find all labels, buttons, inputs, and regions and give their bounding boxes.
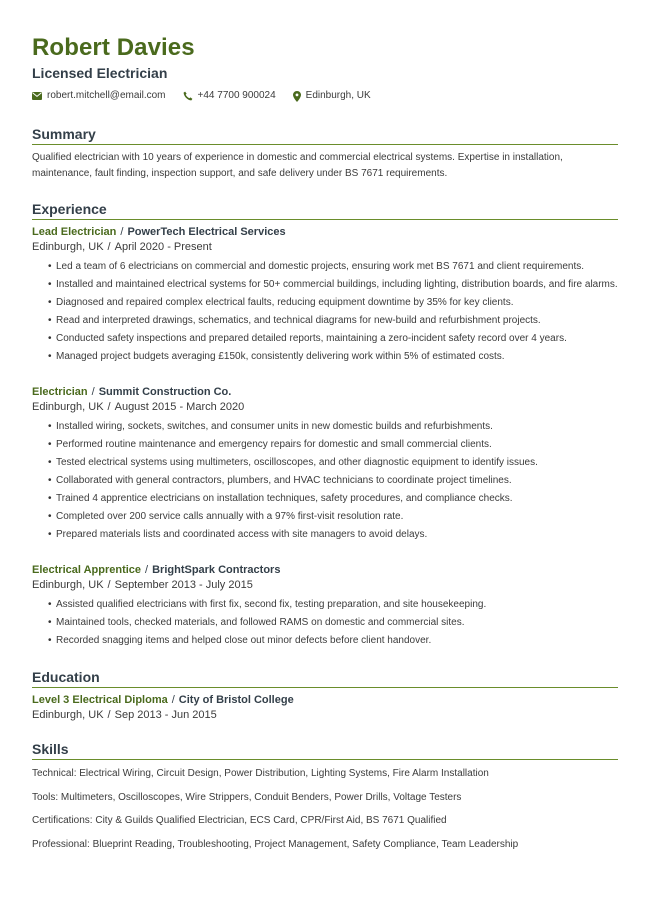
job-dates: April 2020 - Present xyxy=(114,241,212,253)
job-bullets xyxy=(48,597,618,648)
job-bullet: • Read and interpreted drawings, schematics, and technical diagrams for new-build and refurbishment projects. xyxy=(48,313,618,328)
summary-text: Qualified electrician with 10 years of experience in domestic and commercial electrical systems. Expertise in installation, maintenance, fault finding, inspection support, and safe delivery under BS 7671 requirements. xyxy=(32,152,563,179)
skill-row: Tools: Multimeters, Oscilloscopes, Wire Strippers, Conduit Benders, Power Drills, Voltage Testers xyxy=(32,791,462,803)
job-entry xyxy=(32,384,618,542)
job-company: PowerTech Electrical Services xyxy=(127,226,286,238)
candidate-title: Licensed Electrician xyxy=(32,65,168,81)
job-title: Lead Electrician xyxy=(32,226,117,238)
job-entry xyxy=(32,562,618,648)
job-heading: Electrical Apprentice / BrightSpark Contractors xyxy=(32,564,281,576)
job-bullet: • Assisted qualified electricians with first fix, second fix, testing preparation, and site housekeeping. xyxy=(48,597,618,612)
job-bullet: • Prepared materials lists and coordinated access with site managers to avoid delays. xyxy=(48,527,618,542)
phone-icon xyxy=(183,91,193,101)
job-meta: Edinburgh, UK / September 2013 - July 2015 xyxy=(32,579,253,591)
education-heading: Level 3 Electrical Diploma / City of Bristol College xyxy=(32,694,294,706)
job-bullet: • Installed and maintained electrical systems for 50+ commercial buildings, including lighting, distribution boards, and fire alarms. xyxy=(48,277,618,292)
section-heading-experience: Experience xyxy=(32,200,618,220)
job-bullet: • Tested electrical systems using multimeters, oscilloscopes, and other diagnostic equipment to identify issues. xyxy=(48,455,618,470)
contact-phone[interactable] xyxy=(183,89,276,103)
experience-section xyxy=(32,200,618,648)
location-pin-icon xyxy=(293,91,301,102)
skills-list xyxy=(32,766,618,852)
education-entry xyxy=(32,692,618,723)
job-title: Electrician xyxy=(32,386,88,398)
job-bullets xyxy=(48,419,618,542)
education-location: Edinburgh, UK xyxy=(32,709,104,721)
job-bullet: • Led a team of 6 electricians on commercial and domestic projects, ensuring work met BS 7671 and client requirements. xyxy=(48,259,618,274)
location-text: Edinburgh, UK xyxy=(305,90,371,101)
job-bullets xyxy=(48,259,618,364)
job-location: Edinburgh, UK xyxy=(32,241,104,253)
job-location: Edinburgh, UK xyxy=(32,401,104,413)
email-icon xyxy=(32,92,42,100)
job-bullet: • Completed over 200 service calls annually with a 97% first-visit resolution rate. xyxy=(48,509,618,524)
phone-text: +44 7700 900024 xyxy=(197,90,276,101)
job-bullet: • Performed routine maintenance and emergency repairs for domestic and small commercial clients. xyxy=(48,437,618,452)
skill-row: Professional: Blueprint Reading, Troubleshooting, Project Management, Safety Compliance, Team Leadership xyxy=(32,838,519,850)
email-text: robert.mitchell@email.com xyxy=(47,90,166,101)
job-entry xyxy=(32,224,618,364)
education-school: City of Bristol College xyxy=(178,694,294,706)
skills-section xyxy=(32,740,618,852)
education-dates: Sep 2013 - Jun 2015 xyxy=(114,709,217,721)
job-bullet: • Recorded snagging items and helped close out minor defects before client handover. xyxy=(48,633,618,648)
education-section xyxy=(32,668,618,723)
job-company: Summit Construction Co. xyxy=(98,386,232,398)
job-meta: Edinburgh, UK / August 2015 - March 2020 xyxy=(32,401,245,413)
job-bullet: • Diagnosed and repaired complex electrical faults, reducing equipment downtime by 35% for key clients. xyxy=(48,295,618,310)
contact-location xyxy=(293,89,371,103)
job-company: BrightSpark Contractors xyxy=(152,564,281,576)
job-bullet: • Installed wiring, sockets, switches, and consumer units in new domestic builds and refurbishments. xyxy=(48,419,618,434)
job-bullet: • Managed project budgets averaging £150k, consistently delivering work within 5% of estimated costs. xyxy=(48,349,618,364)
job-heading: Lead Electrician / PowerTech Electrical Services xyxy=(32,226,286,238)
section-heading-summary: Summary xyxy=(32,125,618,145)
education-meta: Edinburgh, UK / Sep 2013 - Jun 2015 xyxy=(32,709,217,721)
contact-email[interactable] xyxy=(32,89,166,103)
candidate-name: Robert Davies xyxy=(32,34,195,61)
job-title: Electrical Apprentice xyxy=(32,564,142,576)
section-heading-education: Education xyxy=(32,668,618,688)
job-location: Edinburgh, UK xyxy=(32,579,104,591)
job-dates: September 2013 - July 2015 xyxy=(114,579,253,591)
job-bullet: • Trained 4 apprentice electricians on installation techniques, safety procedures, and compliance checks. xyxy=(48,491,618,506)
education-degree: Level 3 Electrical Diploma xyxy=(32,694,168,706)
job-heading: Electrician / Summit Construction Co. xyxy=(32,386,232,398)
skill-row: Technical: Electrical Wiring, Circuit Design, Power Distribution, Lighting Systems, Fire Alarm Installation xyxy=(32,768,489,779)
resume-header xyxy=(32,33,618,103)
job-meta: Edinburgh, UK / April 2020 - Present xyxy=(32,241,212,253)
job-bullet: • Conducted safety inspections and prepared detailed reports, maintaining a zero-incident safety record over 4 years. xyxy=(48,331,618,346)
contact-bar xyxy=(32,89,618,103)
section-heading-skills: Skills xyxy=(32,740,618,760)
job-bullet: • Maintained tools, checked materials, and followed RAMS on domestic and commercial sites. xyxy=(48,615,618,630)
summary-section xyxy=(32,125,618,182)
job-dates: August 2015 - March 2020 xyxy=(114,401,245,413)
job-bullet: • Collaborated with general contractors, plumbers, and HVAC technicians to coordinate project timelines. xyxy=(48,473,618,488)
skill-row: Certifications: City & Guilds Qualified Electrician, ECS Card, CPR/First Aid, BS 7671 Qualified xyxy=(32,815,447,826)
